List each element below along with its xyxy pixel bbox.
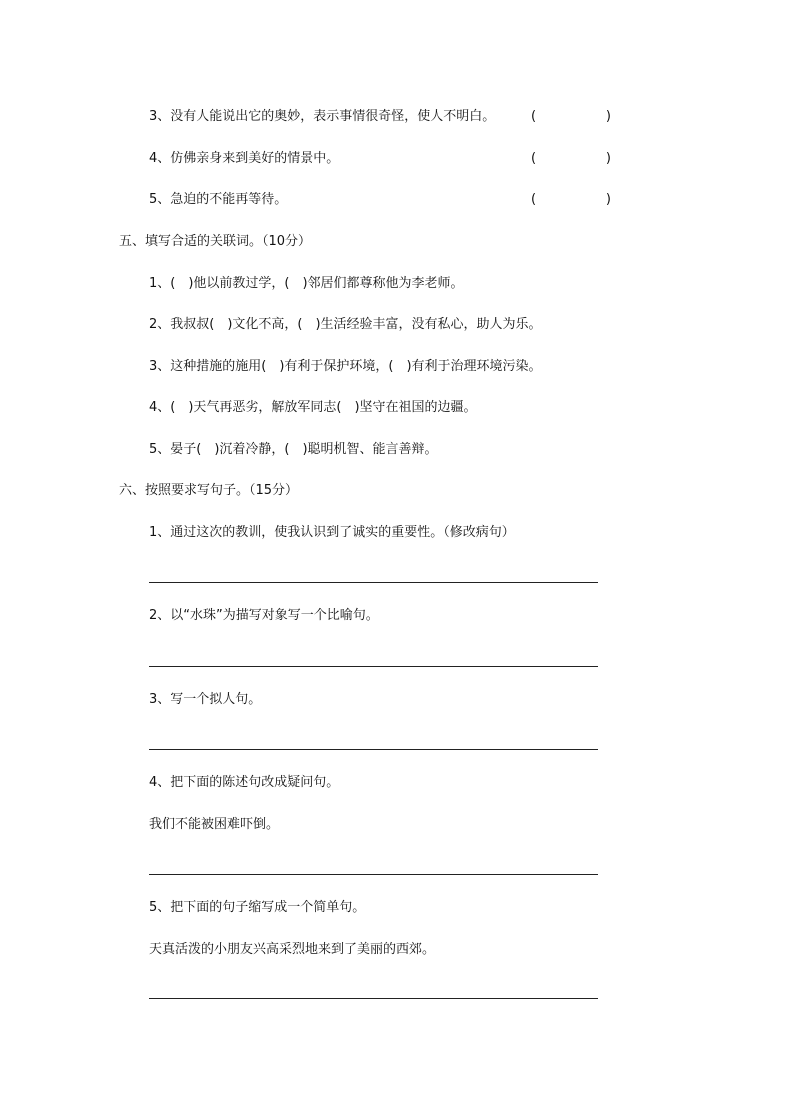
s6-question-3: 3、写一个拟人句。	[149, 692, 262, 707]
s5-item-5: 5、晏子( )沉着冷静，( )聪明机智、能言善辩。	[149, 442, 438, 457]
s6-question-5-sentence: 天真活泼的小朋友兴高采烈地来到了美丽的西郊。	[149, 942, 436, 957]
s4-item-4-answer-blank[interactable]	[531, 150, 611, 168]
s4-item-3-answer-blank[interactable]	[531, 108, 611, 126]
s6-question-5: 5、把下面的句子缩写成一个简单句。	[149, 900, 366, 915]
s5-item-4: 4、( )天气再恶劣，解放军同志( )坚守在祖国的边疆。	[149, 400, 477, 415]
open-paren: (	[531, 151, 537, 166]
s4-item-5: 5、急迫的不能再等待。	[149, 192, 288, 207]
close-paren: )	[605, 151, 611, 166]
s6-question-4: 4、把下面的陈述句改成疑问句。	[149, 775, 340, 790]
s6-question-1: 1、通过这次的教训，使我认识到了诚实的重要性。（修改病句）	[149, 525, 515, 540]
section-5-title: 五、填写合适的关联词。（10分）	[119, 234, 312, 249]
s4-item-4: 4、仿佛亲身来到美好的情景中。	[149, 151, 340, 166]
close-paren: )	[605, 109, 611, 124]
s6-answer-line-4[interactable]	[149, 874, 598, 875]
s4-item-5-answer-blank[interactable]	[531, 191, 611, 209]
s6-answer-line-3[interactable]	[149, 749, 598, 750]
s5-item-2: 2、我叔叔( )文化不高，( )生活经验丰富，没有私心，助人为乐。	[149, 317, 542, 332]
s5-item-1: 1、( )他以前教过学，( )邻居们都尊称他为李老师。	[149, 276, 464, 291]
s6-question-4-sentence: 我们不能被困难吓倒。	[149, 817, 280, 832]
s5-item-3: 3、这种措施的施用( )有利于保护环境，( )有利于治理环境污染。	[149, 359, 542, 374]
open-paren: (	[531, 109, 537, 124]
s6-answer-line-1[interactable]	[149, 582, 598, 583]
s4-item-3: 3、没有人能说出它的奥妙，表示事情很奇怪，使人不明白。	[149, 109, 496, 124]
s6-question-2: 2、以“水珠”为描写对象写一个比喻句。	[149, 608, 379, 623]
section-6-title: 六、按照要求写句子。（15分）	[119, 483, 299, 498]
s6-answer-line-5[interactable]	[149, 998, 598, 999]
open-paren: (	[531, 192, 537, 207]
close-paren: )	[605, 192, 611, 207]
s6-answer-line-2[interactable]	[149, 666, 598, 667]
